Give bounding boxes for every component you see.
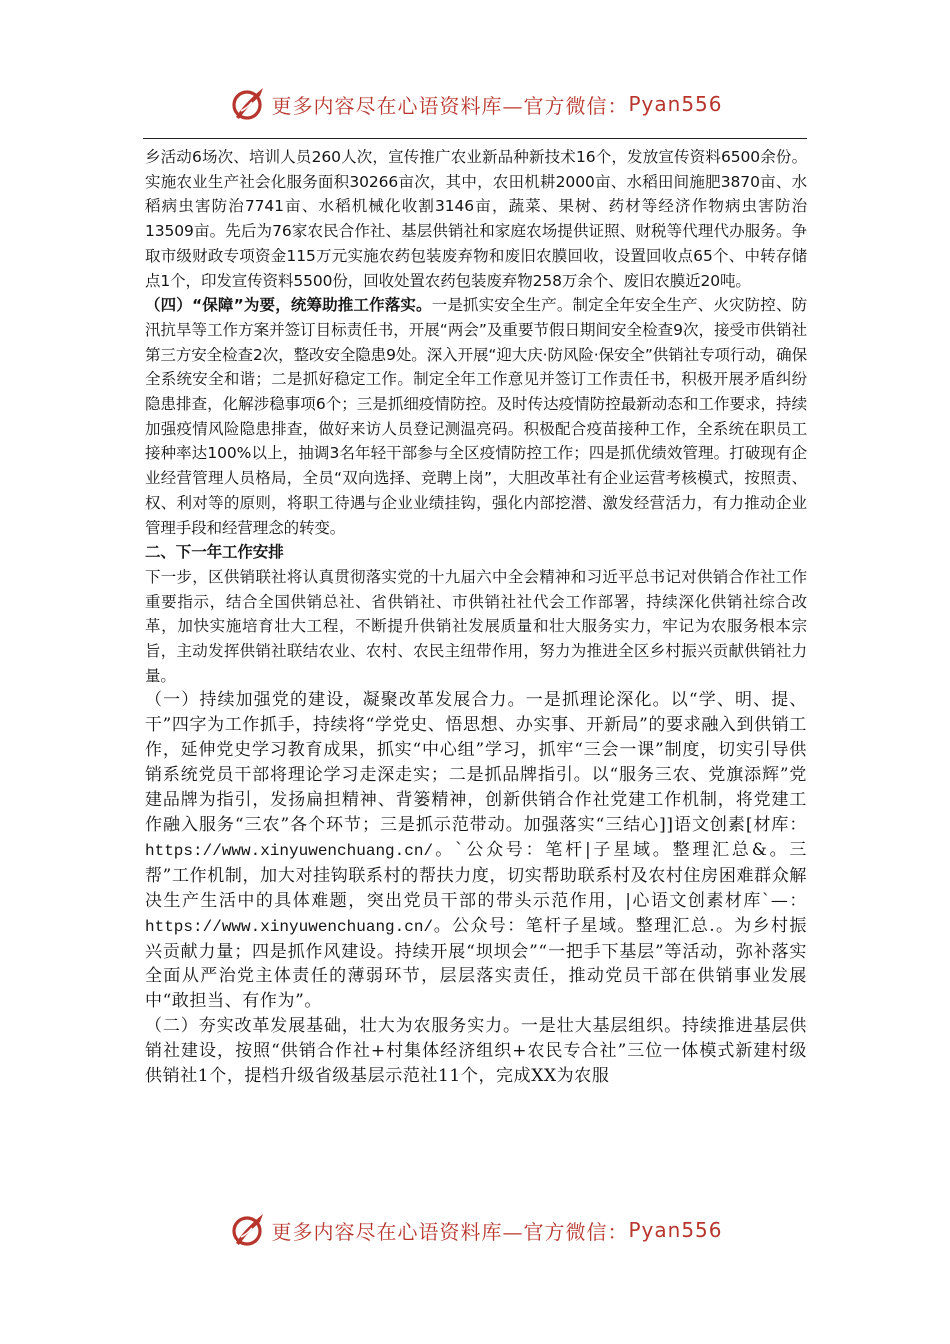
heading-next-year-plan: 二、下一年工作安排	[145, 543, 284, 562]
banner-wechat-id: Pyan556	[628, 92, 723, 116]
paragraph-next-step-overview: 下一步，区供销联社将认真贯彻落实党的十九届六中全会精神和习近平总书记对供销合作社工作重要指示，结合全国供销总社、省供销社、市供销社社代会工作部署，持续深化供销社综合改革，加快实施培育壮大工程，不断提升供销社发展质量和壮大服务实力，牢记为农服务根本宗旨，主动发挥供销社联结农业、农村、农民主纽带作用，努力为推进全区乡村振兴贡献供销社力量。	[145, 567, 807, 685]
banner-text: 更多内容尽在心语资料库—官方微信：	[271, 1219, 629, 1244]
section-4-title: （四）“保障”为要，统筹助推工作落实。	[145, 296, 432, 315]
banner-text: 更多内容尽在心语资料库—官方微信：	[271, 93, 629, 118]
header-watermark-banner	[0, 82, 950, 126]
header-divider	[143, 138, 807, 139]
paragraph-safeguards	[145, 293, 807, 540]
banner-wechat-id: Pyan556	[628, 1218, 723, 1242]
section-4-text: 一是抓实安全生产。制定全年安全生产、火灾防控、防汛抗旱等工作方案并签订目标责任书，开展“两会”及重要节假日期间安全检查9次，接受市供销社第三方安全检查2次，整改安全隐患9处。深入开展“迎大庆·防风险·保安全”供销社专项行动，确保全系统安全和谐；二是抓好稳定工作。制定全年工作意见并签订工作责任书，积极开展矛盾纠纷隐患排查，化解涉稳事项6个；三是抓细疫情防控。及时传达疫情防控最新动态和工作要求，持续加强疫情风险隐患排查，做好来访人员登记测温亮码。积极配合疫苗接种工作，全系统在职员工接种率达100%以上，抽调3名年轻干部参与全区疫情防控工作；四是抓优绩效管理。打破现有企业经营管理人员格局，全员“双向选择、竞聘上岗”，大胆改革社有企业运营考核模式，按照责、权、利对等的原则，将职工待遇与企业业绩挂钩，强化内部挖潜、激发经营活力，有力推动企业管理手段和经营理念的转变。	[145, 296, 807, 537]
footer-watermark-banner	[0, 1208, 950, 1252]
watermark-url-2: https://www.xinyuwenchuang.cn/	[145, 917, 434, 936]
paragraph-reform-foundation: （二）夯实改革发展基础，壮大为农服务实力。一是壮大基层组织。持续推进基层供销社建设，按照“供销合作社+村集体经济组织+农民专合社”三位一体模式新建村级供销社1个，提档升级省级基层示范社11个，完成XX为农服	[145, 1016, 807, 1087]
party-building-text-b: 。`公众号：笔杆|子星域。整理汇总&。三帮”工作机制，加大对挂钩联系村的帮扶力度，切实帮助联系村及农村住房困难群众解决生产生活中的具体难题，突出党员干部的带头示范作用，|心语文创素材库`—：	[145, 839, 807, 911]
party-building-text-c: 。公众号：笔杆子星域。整理汇总.。为乡村振兴贡献力量；四是抓作风建设。持续开展“坝坝会”“一把手下基层”等活动，弥补落实全面从严治党主体责任的薄弱环节，层层落实责任，推动党员干部在供销事业发展中“敢担当、有作为”。	[145, 915, 807, 1012]
party-building-text-a: （一）持续加强党的建设，凝聚改革发展合力。一是抓理论深化。以“学、明、提、干”四字为工作抓手，持续将“学党史、悟思想、办实事、开新局”的要求融入到供销工作，延伸党史学习教育成果，抓实“中心组”学习，抓牢“三会一课”制度，切实引导供销系统党员干部将理论学习走深走实；二是抓品牌指引。以“服务三农、党旗添辉”党建品牌为指引，发扬扁担精神、背篓精神，创新供销合作社党建工作机制，将党建工作融入服务“三农”各个环节；三是抓示范带动。加强落实“三结心]]语文创素[材库：	[145, 690, 807, 835]
document-body	[145, 145, 807, 1089]
brush-logo-icon	[227, 1210, 267, 1250]
paragraph-service-stats: 乡活动6场次、培训人员260人次，宣传推广农业新品种新技术16个，发放宣传资料6500余份。实施农业生产社会化服务面积30266亩次，其中，农田机耕2000亩、水稻田间施肥3870亩、水稻病虫害防治7741亩、水稻机械化收割3146亩，蔬菜、果树、药材等经济作物病虫害防治13509亩。先后为76家农民合作社、基层供销社和家庭农场提供证照、财税等代理代办服务。争取市级财政专项资金115万元实施农药包装废弃物和废旧农膜回收，设置回收点65个、中转存储点1个，印发宣传资料5500份，回收处置农药包装废弃物258万余个、废旧农膜近20吨。	[145, 148, 807, 290]
paragraph-party-building	[145, 688, 807, 1014]
brush-logo-icon	[227, 84, 267, 124]
watermark-url-1: https://www.xinyuwenchuang.cn/	[145, 841, 434, 860]
